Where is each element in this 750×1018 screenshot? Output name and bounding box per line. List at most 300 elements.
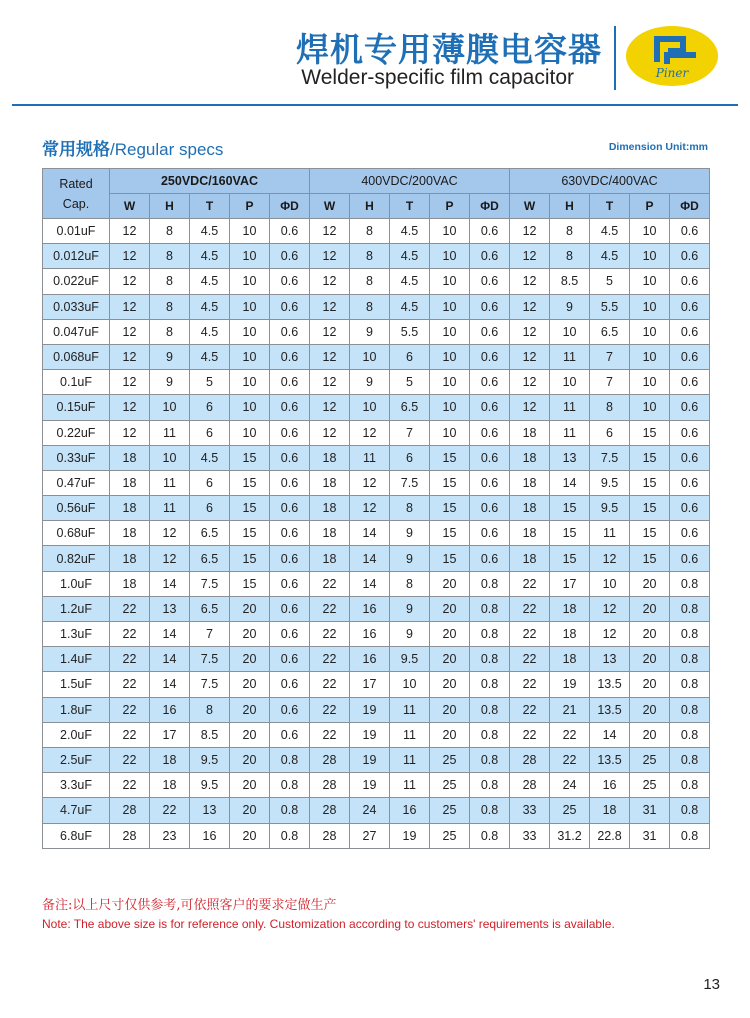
dimension-cell: 12: [510, 319, 550, 344]
dimension-cell: 0.6: [270, 395, 310, 420]
dimension-cell: 18: [550, 622, 590, 647]
dimension-cell: 22: [310, 672, 350, 697]
dimension-cell: 10: [630, 370, 670, 395]
dimension-cell: 10: [630, 219, 670, 244]
dimension-cell: 10: [430, 319, 470, 344]
dimension-cell: 14: [150, 647, 190, 672]
dimension-cell: 18: [150, 773, 190, 798]
dimension-cell: 9: [350, 319, 390, 344]
dimension-cell: 0.6: [270, 445, 310, 470]
specs-body: [43, 219, 710, 849]
column-header: ΦD: [270, 194, 310, 219]
dimension-cell: 6: [190, 470, 230, 495]
dimension-cell: 20: [630, 697, 670, 722]
table-row: [43, 496, 710, 521]
dimension-cell: 11: [390, 722, 430, 747]
table-row: [43, 370, 710, 395]
dimension-cell: 0.8: [270, 798, 310, 823]
dimension-cell: 8.5: [550, 269, 590, 294]
table-row: [43, 319, 710, 344]
dimension-cell: 7.5: [190, 672, 230, 697]
dimension-cell: 9.5: [390, 647, 430, 672]
column-header: H: [150, 194, 190, 219]
dimension-cell: 0.6: [670, 319, 710, 344]
dimension-cell: 0.8: [470, 798, 510, 823]
dimension-cell: 6.5: [190, 596, 230, 621]
dimension-cell: 20: [230, 798, 270, 823]
dimension-cell: 0.8: [270, 823, 310, 848]
dimension-cell: 0.6: [670, 219, 710, 244]
capacitance-cell: 1.3uF: [43, 622, 110, 647]
dimension-cell: 10: [230, 319, 270, 344]
rated-cap-header: [43, 169, 110, 219]
dimension-cell: 25: [430, 747, 470, 772]
dimension-cell: 12: [350, 496, 390, 521]
dimension-cell: 25: [430, 773, 470, 798]
capacitance-cell: 0.047uF: [43, 319, 110, 344]
dimension-cell: 0.8: [670, 596, 710, 621]
table-row: [43, 244, 710, 269]
column-header: P: [230, 194, 270, 219]
capacitance-cell: 0.022uF: [43, 269, 110, 294]
dimension-cell: 14: [350, 546, 390, 571]
dimension-cell: 27: [350, 823, 390, 848]
dimension-cell: 11: [150, 496, 190, 521]
dimension-cell: 18: [110, 496, 150, 521]
dimension-cell: 0.8: [670, 722, 710, 747]
dimension-cell: 22: [550, 747, 590, 772]
dimension-cell: 22: [510, 722, 550, 747]
dimension-cell: 5.5: [390, 319, 430, 344]
dimension-cell: 12: [150, 546, 190, 571]
dimension-cell: 28: [510, 747, 550, 772]
column-header: P: [630, 194, 670, 219]
dimension-cell: 20: [630, 672, 670, 697]
dimension-cell: 8: [150, 244, 190, 269]
dimension-cell: 8: [350, 244, 390, 269]
dimension-cell: 31: [630, 798, 670, 823]
capacitance-cell: 0.01uF: [43, 219, 110, 244]
dimension-cell: 7.5: [590, 445, 630, 470]
dimension-cell: 7: [590, 344, 630, 369]
dimension-cell: 0.6: [670, 546, 710, 571]
dimension-cell: 0.8: [670, 697, 710, 722]
dimension-cell: 15: [230, 445, 270, 470]
dimension-cell: 15: [630, 496, 670, 521]
dimension-cell: 0.6: [270, 546, 310, 571]
dimension-cell: 15: [230, 470, 270, 495]
table-row: [43, 470, 710, 495]
dimension-cell: 33: [510, 798, 550, 823]
dimension-cell: 4.5: [390, 219, 430, 244]
dimension-cell: 12: [110, 370, 150, 395]
table-row: [43, 546, 710, 571]
dimension-cell: 20: [230, 773, 270, 798]
dimension-cell: 11: [590, 521, 630, 546]
dimension-cell: 33: [510, 823, 550, 848]
dimension-cell: 9: [550, 294, 590, 319]
table-row: [43, 521, 710, 546]
dimension-cell: 16: [190, 823, 230, 848]
dimension-cell: 0.6: [470, 219, 510, 244]
dimension-cell: 12: [310, 344, 350, 369]
dimension-cell: 0.6: [270, 697, 310, 722]
dimension-cell: 18: [550, 596, 590, 621]
dimension-cell: 10: [230, 420, 270, 445]
dimension-cell: 0.6: [470, 546, 510, 571]
dimension-cell: 15: [430, 496, 470, 521]
dimension-cell: 12: [510, 370, 550, 395]
specs-table: [42, 168, 710, 849]
column-header: T: [390, 194, 430, 219]
dimension-cell: 10: [630, 344, 670, 369]
dimension-cell: 0.8: [670, 672, 710, 697]
dimension-cell: 13: [150, 596, 190, 621]
dimension-cell: 0.6: [470, 244, 510, 269]
dimension-cell: 12: [310, 370, 350, 395]
dimension-cell: 9: [350, 370, 390, 395]
dimension-cell: 18: [110, 470, 150, 495]
dimension-cell: 0.6: [270, 722, 310, 747]
dimension-cell: 20: [630, 622, 670, 647]
capacitance-cell: 1.2uF: [43, 596, 110, 621]
dimension-cell: 6.5: [190, 546, 230, 571]
column-header: P: [430, 194, 470, 219]
column-header: H: [350, 194, 390, 219]
table-row: [43, 823, 710, 848]
dimension-cell: 7: [190, 622, 230, 647]
dimension-cell: 20: [430, 571, 470, 596]
dimension-cell: 0.6: [470, 370, 510, 395]
dimension-cell: 19: [350, 747, 390, 772]
dimension-cell: 12: [590, 546, 630, 571]
dimension-cell: 18: [550, 647, 590, 672]
dimension-cell: 5.5: [590, 294, 630, 319]
header-rule: [12, 104, 738, 106]
dimension-cell: 12: [510, 294, 550, 319]
dimension-cell: 21: [550, 697, 590, 722]
dimension-cell: 0.8: [670, 747, 710, 772]
subheader-row: [43, 194, 710, 219]
dimension-cell: 0.6: [670, 420, 710, 445]
dimension-cell: 18: [110, 521, 150, 546]
dimension-cell: 16: [350, 622, 390, 647]
dimension-cell: 14: [550, 470, 590, 495]
dimension-cell: 13: [590, 647, 630, 672]
dimension-cell: 0.6: [270, 370, 310, 395]
dimension-cell: 16: [350, 596, 390, 621]
dimension-cell: 10: [230, 294, 270, 319]
dimension-cell: 22: [110, 647, 150, 672]
dimension-cell: 0.6: [270, 571, 310, 596]
dimension-cell: 12: [110, 269, 150, 294]
dimension-cell: 10: [350, 344, 390, 369]
table-row: [43, 445, 710, 470]
dimension-cell: 20: [430, 722, 470, 747]
dimension-cell: 20: [430, 622, 470, 647]
dimension-cell: 22: [310, 722, 350, 747]
dimension-cell: 12: [150, 521, 190, 546]
dimension-cell: 13.5: [590, 697, 630, 722]
dimension-cell: 15: [430, 521, 470, 546]
dimension-cell: 25: [430, 798, 470, 823]
dimension-cell: 0.8: [670, 798, 710, 823]
table-row: [43, 269, 710, 294]
dimension-cell: 25: [630, 747, 670, 772]
dimension-cell: 9.5: [190, 747, 230, 772]
column-header: W: [510, 194, 550, 219]
dimension-cell: 20: [230, 747, 270, 772]
dimension-cell: 8: [550, 219, 590, 244]
dimension-cell: 9.5: [590, 470, 630, 495]
dimension-cell: 0.6: [470, 420, 510, 445]
capacitance-cell: 0.1uF: [43, 370, 110, 395]
dimension-cell: 8: [350, 219, 390, 244]
column-header: T: [590, 194, 630, 219]
dimension-cell: 0.8: [670, 571, 710, 596]
dimension-cell: 15: [630, 420, 670, 445]
note-english: Note: The above size is for reference only. Customization according to customers' requirements is available.: [42, 917, 615, 931]
dimension-cell: 4.5: [190, 219, 230, 244]
dimension-cell: 9: [390, 596, 430, 621]
dimension-cell: 0.6: [270, 244, 310, 269]
dimension-cell: 22: [510, 647, 550, 672]
table-row: [43, 798, 710, 823]
dimension-cell: 12: [510, 395, 550, 420]
table-row: [43, 344, 710, 369]
dimension-cell: 10: [430, 420, 470, 445]
dimension-cell: 12: [110, 219, 150, 244]
dimension-cell: 18: [510, 546, 550, 571]
dimension-cell: 18: [110, 546, 150, 571]
dimension-cell: 0.6: [670, 470, 710, 495]
dimension-cell: 12: [310, 319, 350, 344]
dimension-cell: 10: [230, 370, 270, 395]
dimension-cell: 8: [150, 269, 190, 294]
dimension-cell: 10: [630, 395, 670, 420]
dimension-cell: 12: [310, 294, 350, 319]
dimension-cell: 10: [230, 219, 270, 244]
dimension-cell: 15: [550, 521, 590, 546]
dimension-cell: 10: [230, 395, 270, 420]
dimension-cell: 10: [230, 269, 270, 294]
dimension-cell: 10: [390, 672, 430, 697]
table-row: [43, 773, 710, 798]
dimension-cell: 9: [390, 546, 430, 571]
dimension-cell: 10: [430, 344, 470, 369]
section-title-en: Regular specs: [114, 140, 224, 159]
dimension-cell: 12: [510, 244, 550, 269]
dimension-cell: 7.5: [390, 470, 430, 495]
dimension-cell: 18: [510, 445, 550, 470]
dimension-cell: 0.6: [270, 319, 310, 344]
dimension-cell: 6.5: [190, 521, 230, 546]
dimension-cell: 12: [110, 344, 150, 369]
dimension-cell: 9: [150, 344, 190, 369]
dimension-cell: 16: [350, 647, 390, 672]
dimension-cell: 17: [350, 672, 390, 697]
dimension-cell: 13: [190, 798, 230, 823]
table-row: [43, 395, 710, 420]
dimension-cell: 11: [390, 697, 430, 722]
dimension-cell: 23: [150, 823, 190, 848]
dimension-cell: 8: [550, 244, 590, 269]
dimension-cell: 20: [430, 697, 470, 722]
dimension-cell: 25: [630, 773, 670, 798]
dimension-cell: 22: [510, 571, 550, 596]
dimension-cell: 28: [310, 773, 350, 798]
dimension-cell: 22: [310, 622, 350, 647]
dimension-cell: 10: [430, 294, 470, 319]
dimension-cell: 0.6: [270, 596, 310, 621]
dimension-cell: 12: [110, 319, 150, 344]
dimension-cell: 31: [630, 823, 670, 848]
dimension-cell: 17: [550, 571, 590, 596]
dimension-cell: 6: [590, 420, 630, 445]
dimension-cell: 28: [310, 823, 350, 848]
dimension-cell: 4.5: [190, 244, 230, 269]
dimension-cell: 10: [230, 244, 270, 269]
dimension-cell: 11: [150, 470, 190, 495]
dimension-cell: 10: [430, 244, 470, 269]
dimension-cell: 0.8: [670, 773, 710, 798]
dimension-cell: 25: [430, 823, 470, 848]
dimension-cell: 11: [390, 747, 430, 772]
dimension-cell: 12: [310, 269, 350, 294]
dimension-unit: Dimension Unit:mm: [608, 141, 708, 153]
dimension-cell: 22: [110, 596, 150, 621]
dimension-cell: 0.6: [270, 647, 310, 672]
dimension-cell: 20: [430, 672, 470, 697]
dimension-cell: 18: [310, 496, 350, 521]
capacitance-cell: 0.47uF: [43, 470, 110, 495]
capacitance-cell: 1.4uF: [43, 647, 110, 672]
dimension-cell: 16: [150, 697, 190, 722]
capacitance-cell: 2.0uF: [43, 722, 110, 747]
dimension-cell: 22: [510, 596, 550, 621]
dimension-cell: 6: [390, 344, 430, 369]
dimension-cell: 10: [590, 571, 630, 596]
dimension-cell: 9: [390, 622, 430, 647]
dimension-cell: 0.6: [270, 294, 310, 319]
dimension-cell: 20: [430, 596, 470, 621]
column-header: ΦD: [670, 194, 710, 219]
dimension-cell: 8.5: [190, 722, 230, 747]
dimension-cell: 24: [350, 798, 390, 823]
dimension-cell: 4.5: [190, 269, 230, 294]
dimension-cell: 20: [630, 722, 670, 747]
capacitance-cell: 4.7uF: [43, 798, 110, 823]
dimension-cell: 11: [350, 445, 390, 470]
table-row: [43, 747, 710, 772]
logo-text: Piner: [655, 66, 689, 80]
dimension-cell: 7: [590, 370, 630, 395]
dimension-cell: 11: [390, 773, 430, 798]
dimension-cell: 15: [550, 496, 590, 521]
dimension-cell: 15: [630, 546, 670, 571]
piner-logo-icon: [624, 24, 720, 88]
dimension-cell: 8: [150, 294, 190, 319]
dimension-cell: 20: [230, 596, 270, 621]
dimension-cell: 0.6: [470, 470, 510, 495]
dimension-cell: 10: [150, 445, 190, 470]
dimension-cell: 10: [350, 395, 390, 420]
column-header: H: [550, 194, 590, 219]
dimension-cell: 20: [630, 571, 670, 596]
dimension-cell: 28: [310, 798, 350, 823]
rated-line-2: Cap.: [62, 196, 90, 211]
note-chinese: 备注:以上尺寸仅供参考,可依照客户的要求定做生产: [42, 898, 337, 913]
dimension-cell: 0.6: [670, 496, 710, 521]
section-title-sep: /: [110, 140, 115, 159]
dimension-cell: 15: [630, 445, 670, 470]
table-row: [43, 571, 710, 596]
dimension-cell: 28: [510, 773, 550, 798]
dimension-cell: 15: [630, 470, 670, 495]
dimension-cell: 6: [190, 420, 230, 445]
dimension-cell: 15: [430, 445, 470, 470]
dimension-cell: 0.6: [270, 496, 310, 521]
dimension-cell: 10: [630, 269, 670, 294]
page-number: 13: [703, 976, 720, 993]
dimension-cell: 20: [230, 697, 270, 722]
dimension-cell: 22: [310, 647, 350, 672]
capacitance-cell: 6.8uF: [43, 823, 110, 848]
dimension-cell: 19: [390, 823, 430, 848]
dimension-cell: 18: [310, 546, 350, 571]
dimension-cell: 18: [510, 420, 550, 445]
dimension-cell: 7.5: [190, 647, 230, 672]
dimension-cell: 10: [150, 395, 190, 420]
dimension-cell: 0.6: [270, 470, 310, 495]
dimension-cell: 13: [550, 445, 590, 470]
capacitance-cell: 0.22uF: [43, 420, 110, 445]
dimension-cell: 6: [190, 395, 230, 420]
section-title: [42, 135, 223, 160]
dimension-cell: 15: [230, 521, 270, 546]
dimension-cell: 20: [630, 647, 670, 672]
dimension-cell: 0.8: [470, 647, 510, 672]
dimension-cell: 0.6: [470, 496, 510, 521]
dimension-cell: 0.6: [670, 344, 710, 369]
dimension-cell: 22: [110, 622, 150, 647]
dimension-cell: 22: [110, 747, 150, 772]
dimension-cell: 28: [110, 798, 150, 823]
dimension-cell: 10: [230, 344, 270, 369]
dimension-cell: 0.6: [670, 269, 710, 294]
dimension-cell: 22: [110, 773, 150, 798]
dimension-cell: 18: [310, 470, 350, 495]
column-header: W: [110, 194, 150, 219]
capacitance-cell: 0.068uF: [43, 344, 110, 369]
dimension-cell: 12: [590, 596, 630, 621]
dimension-cell: 5: [390, 370, 430, 395]
capacitance-cell: 0.012uF: [43, 244, 110, 269]
dimension-cell: 5: [190, 370, 230, 395]
dimension-cell: 10: [550, 319, 590, 344]
dimension-cell: 0.6: [670, 445, 710, 470]
dimension-cell: 0.8: [670, 823, 710, 848]
dimension-cell: 0.6: [270, 420, 310, 445]
dimension-cell: 11: [550, 344, 590, 369]
dimension-cell: 7: [390, 420, 430, 445]
dimension-cell: 0.8: [470, 773, 510, 798]
dimension-cell: 0.6: [470, 319, 510, 344]
dimension-cell: 0.8: [470, 747, 510, 772]
dimension-cell: 22: [110, 697, 150, 722]
dimension-cell: 14: [350, 521, 390, 546]
table-row: [43, 622, 710, 647]
